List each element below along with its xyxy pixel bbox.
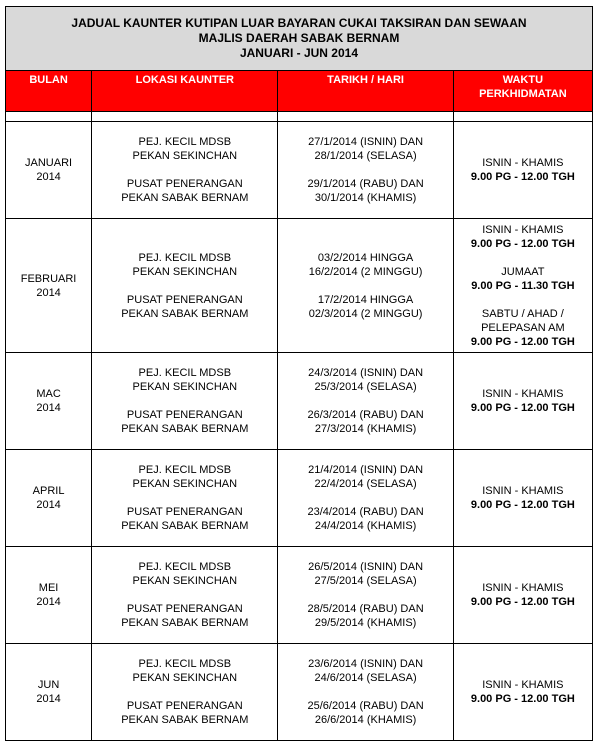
header-location: LOKASI KAUNTER bbox=[92, 71, 278, 112]
month-name: MEI bbox=[38, 582, 59, 594]
cell-gap bbox=[278, 491, 452, 505]
date-1-line-2: 25/3/2014 (SELASA) bbox=[314, 381, 417, 393]
time-cell bbox=[453, 450, 592, 547]
location-cell bbox=[92, 547, 278, 644]
location-2-line-1: PUSAT PENERANGAN bbox=[126, 293, 243, 306]
schedule-table bbox=[5, 6, 593, 741]
time-cell bbox=[453, 547, 592, 644]
location-2-line-2: PEKAN SABAK BERNAM bbox=[121, 714, 249, 726]
date-cell bbox=[278, 353, 453, 450]
service-hours: 9.00 PG - 12.00 TGH bbox=[470, 402, 575, 414]
cell-gap bbox=[454, 293, 592, 307]
location-2-line-1: PUSAT PENERANGAN bbox=[126, 603, 243, 615]
time-cell bbox=[453, 644, 592, 741]
header-time-line-1: WAKTU bbox=[502, 74, 544, 86]
month-year: 2014 bbox=[36, 693, 61, 705]
schedule-sheet bbox=[5, 6, 593, 741]
cell-gap bbox=[92, 279, 277, 293]
date-cell bbox=[278, 644, 453, 741]
location-1-line-1: PEJ. KECIL MDSB bbox=[138, 136, 232, 148]
month-year: 2014 bbox=[36, 499, 61, 511]
table-row bbox=[6, 219, 593, 353]
table-row bbox=[6, 353, 593, 450]
date-1-line-1: 21/4/2014 (ISNIN) DAN bbox=[308, 464, 424, 476]
cell-gap bbox=[92, 588, 277, 602]
location-cell bbox=[92, 219, 278, 353]
date-1-line-1: 27/1/2014 (ISNIN) DAN bbox=[308, 136, 424, 148]
month-cell bbox=[6, 450, 92, 547]
cell-gap bbox=[278, 685, 452, 699]
location-2-line-1: PUSAT PENERANGAN bbox=[126, 506, 243, 518]
table-row bbox=[6, 547, 593, 644]
spacer-cell bbox=[453, 112, 592, 122]
date-1-line-2: 22/4/2014 (SELASA) bbox=[314, 478, 417, 490]
service-hours-2: 9.00 PG - 11.30 TGH bbox=[471, 279, 575, 292]
service-hours: 9.00 PG - 12.00 TGH bbox=[470, 693, 575, 705]
date-1-line-1: 26/5/2014 (ISNIN) DAN bbox=[308, 561, 424, 573]
location-cell bbox=[92, 122, 278, 219]
month-cell bbox=[6, 122, 92, 219]
date-1-line-2: 27/5/2014 (SELASA) bbox=[314, 575, 417, 587]
cell-gap bbox=[454, 251, 592, 265]
location-1-line-1: PEJ. KECIL MDSB bbox=[138, 367, 232, 379]
date-2-line-1: 25/6/2014 (RABU) DAN bbox=[307, 700, 424, 712]
service-days-3-line-2: PELEPASAN AM bbox=[481, 321, 565, 334]
date-cell bbox=[278, 219, 453, 353]
service-days: ISNIN - KHAMIS bbox=[482, 157, 564, 169]
table-row bbox=[6, 644, 593, 741]
service-days: ISNIN - KHAMIS bbox=[482, 679, 564, 691]
month-cell bbox=[6, 644, 92, 741]
month-name: JANUARI bbox=[25, 157, 73, 169]
date-2-line-2: 24/4/2014 (KHAMIS) bbox=[314, 520, 417, 532]
month-name: JUN bbox=[37, 679, 60, 691]
date-1-line-1: 24/3/2014 (ISNIN) DAN bbox=[308, 367, 424, 379]
location-2-line-2: PEKAN SABAK BERNAM bbox=[121, 617, 249, 629]
date-2-line-1: 17/2/2014 HINGGA bbox=[317, 293, 414, 306]
location-2-line-1: PUSAT PENERANGAN bbox=[126, 178, 243, 190]
header-row bbox=[6, 71, 593, 112]
date-2-line-2: 29/5/2014 (KHAMIS) bbox=[314, 617, 417, 629]
service-days: ISNIN - KHAMIS bbox=[482, 582, 564, 594]
date-2-line-2: 26/6/2014 (KHAMIS) bbox=[314, 714, 417, 726]
location-1-line-1: PEJ. KECIL MDSB bbox=[138, 658, 232, 670]
location-cell bbox=[92, 353, 278, 450]
title-line-2: MAJLIS DAERAH SABAK BERNAM bbox=[198, 31, 400, 45]
month-name: MAC bbox=[36, 388, 61, 400]
cell-gap bbox=[278, 394, 452, 408]
service-days-2: JUMAAT bbox=[501, 265, 545, 278]
month-name: APRIL bbox=[32, 485, 65, 497]
location-2-line-1: PUSAT PENERANGAN bbox=[126, 700, 243, 712]
service-hours-3: 9.00 PG - 12.00 TGH bbox=[470, 335, 575, 348]
month-year: 2014 bbox=[36, 402, 61, 414]
date-1-line-1: 23/6/2014 (ISNIN) DAN bbox=[308, 658, 424, 670]
date-cell bbox=[278, 450, 453, 547]
location-1-line-1: PEJ. KECIL MDSB bbox=[138, 464, 232, 476]
location-1-line-1: PEJ. KECIL MDSB bbox=[138, 561, 232, 573]
location-2-line-2: PEKAN SABAK BERNAM bbox=[121, 192, 249, 204]
month-cell bbox=[6, 547, 92, 644]
cell-gap bbox=[278, 163, 452, 177]
date-2-line-1: 23/4/2014 (RABU) DAN bbox=[307, 506, 424, 518]
date-2-line-2: 02/3/2014 (2 MINGGU) bbox=[308, 307, 423, 320]
cell-gap bbox=[92, 491, 277, 505]
location-cell bbox=[92, 450, 278, 547]
location-2-line-2: PEKAN SABAK BERNAM bbox=[121, 423, 249, 435]
location-2-line-2: PEKAN SABAK BERNAM bbox=[121, 520, 249, 532]
service-hours: 9.00 PG - 12.00 TGH bbox=[470, 237, 575, 250]
cell-gap bbox=[278, 588, 452, 602]
cell-gap bbox=[92, 685, 277, 699]
header-date: TARIKH / HARI bbox=[278, 71, 453, 112]
date-2-line-2: 27/3/2014 (KHAMIS) bbox=[314, 423, 417, 435]
time-cell bbox=[453, 353, 592, 450]
spacer-cell bbox=[92, 112, 278, 122]
service-days: ISNIN - KHAMIS bbox=[482, 485, 564, 497]
service-days: ISNIN - KHAMIS bbox=[482, 223, 564, 236]
spacer-row bbox=[6, 112, 593, 122]
header-time-line-2: PERKHIDMATAN bbox=[479, 88, 567, 100]
cell-gap bbox=[92, 394, 277, 408]
service-days: ISNIN - KHAMIS bbox=[482, 388, 564, 400]
location-1-line-2: PEKAN SEKINCHAN bbox=[132, 575, 238, 587]
month-year: 2014 bbox=[36, 596, 61, 608]
location-1-line-2: PEKAN SEKINCHAN bbox=[132, 381, 238, 393]
month-cell bbox=[6, 353, 92, 450]
title-line-1: JADUAL KAUNTER KUTIPAN LUAR BAYARAN CUKAI TAKSIRAN DAN SEWAAN bbox=[71, 16, 527, 30]
header-month: BULAN bbox=[6, 71, 92, 112]
date-cell bbox=[278, 547, 453, 644]
date-1-line-2: 28/1/2014 (SELASA) bbox=[314, 150, 417, 162]
service-days-3-line-1: SABTU / AHAD / bbox=[481, 307, 564, 320]
location-cell bbox=[92, 644, 278, 741]
document-title bbox=[6, 7, 593, 71]
location-1-line-1: PEJ. KECIL MDSB bbox=[138, 251, 232, 264]
spacer-cell bbox=[6, 112, 92, 122]
table-row bbox=[6, 122, 593, 219]
month-year: 2014 bbox=[36, 286, 61, 299]
month-name: FEBRUARI bbox=[20, 272, 77, 285]
time-cell bbox=[453, 122, 592, 219]
table-row bbox=[6, 450, 593, 547]
location-1-line-2: PEKAN SEKINCHAN bbox=[132, 478, 238, 490]
header-time bbox=[453, 71, 592, 112]
cell-gap bbox=[92, 163, 277, 177]
location-2-line-1: PUSAT PENERANGAN bbox=[126, 409, 243, 421]
cell-gap bbox=[278, 279, 452, 293]
month-year: 2014 bbox=[36, 171, 61, 183]
date-1-line-2: 24/6/2014 (SELASA) bbox=[314, 672, 417, 684]
location-1-line-2: PEKAN SEKINCHAN bbox=[132, 672, 238, 684]
title-line-3: JANUARI - JUN 2014 bbox=[239, 46, 359, 60]
date-1-line-2: 16/2/2014 (2 MINGGU) bbox=[308, 265, 423, 278]
spacer-cell bbox=[278, 112, 453, 122]
location-2-line-2: PEKAN SABAK BERNAM bbox=[121, 307, 249, 320]
date-2-line-1: 28/5/2014 (RABU) DAN bbox=[307, 603, 424, 615]
date-2-line-1: 26/3/2014 (RABU) DAN bbox=[307, 409, 424, 421]
date-2-line-2: 30/1/2014 (KHAMIS) bbox=[314, 192, 417, 204]
location-1-line-2: PEKAN SEKINCHAN bbox=[132, 150, 238, 162]
service-hours: 9.00 PG - 12.00 TGH bbox=[470, 499, 575, 511]
time-cell bbox=[453, 219, 592, 353]
location-1-line-2: PEKAN SEKINCHAN bbox=[132, 265, 238, 278]
date-1-line-1: 03/2/2014 HINGGA bbox=[317, 251, 414, 264]
date-cell bbox=[278, 122, 453, 219]
date-2-line-1: 29/1/2014 (RABU) DAN bbox=[307, 178, 424, 190]
service-hours: 9.00 PG - 12.00 TGH bbox=[470, 596, 575, 608]
month-cell bbox=[6, 219, 92, 353]
service-hours: 9.00 PG - 12.00 TGH bbox=[470, 171, 575, 183]
